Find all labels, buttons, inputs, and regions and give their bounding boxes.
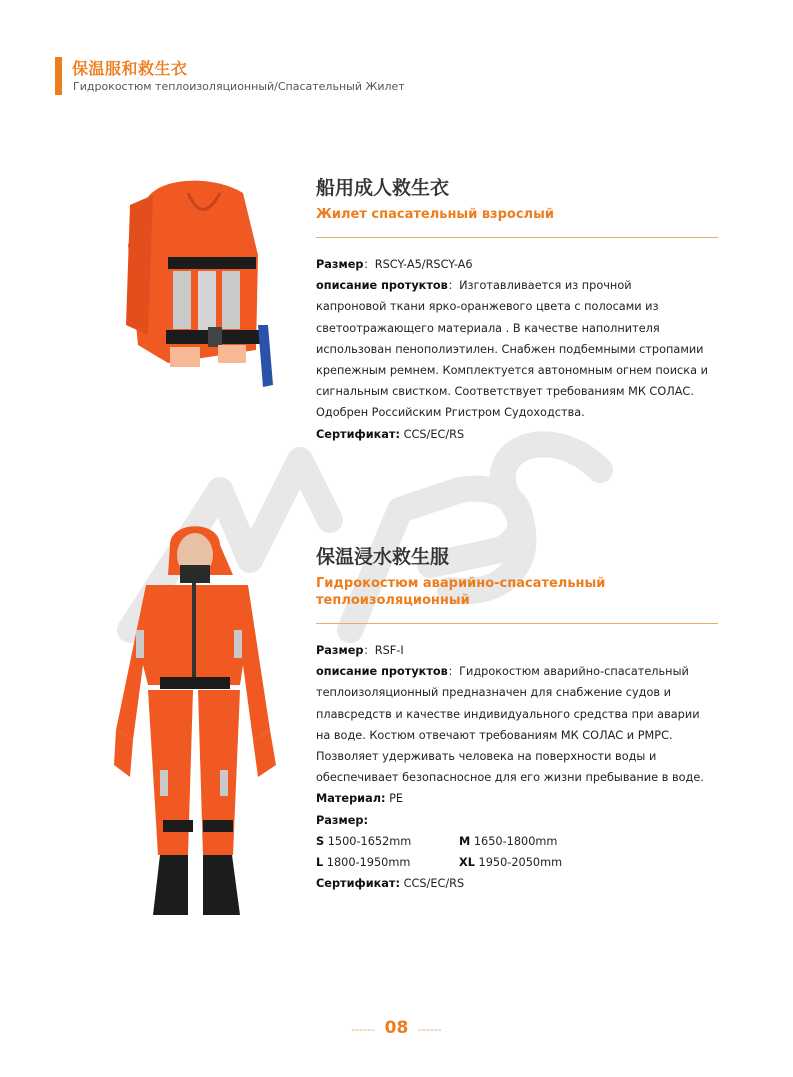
product-title-zh: 船用成人救生衣	[316, 177, 450, 199]
immersion-suit-image	[108, 515, 288, 920]
size-line	[316, 640, 718, 661]
size-item	[459, 831, 718, 852]
size-code: L	[316, 856, 324, 870]
size-range: 1800-1950mm	[323, 856, 411, 870]
product-title-ru-line: теплоизоляционный	[316, 593, 470, 608]
size-line	[316, 254, 718, 275]
page-subtitle: Гидрокостюм теплоизоляционный/Спасательный Жилет	[73, 80, 405, 93]
certificate-line	[316, 424, 718, 445]
material-line	[316, 788, 718, 809]
desc-label: описание протуктов	[316, 279, 448, 293]
product-title-ru-line: Гидрокостюм аварийно-спасательный	[316, 576, 606, 591]
page-footer	[0, 1018, 793, 1038]
size-value: ：RSF-I	[363, 644, 404, 657]
product-title-zh: 保温浸水救生服	[316, 546, 450, 568]
desc-label: описание протуктов	[316, 665, 448, 679]
desc-line	[316, 275, 718, 296]
header-accent-bar	[55, 57, 62, 95]
size-range: 1650-1800mm	[470, 834, 558, 848]
page-title: 保温服和救生衣	[72, 59, 188, 78]
sizes-label: Размер:	[316, 813, 368, 827]
size-label: Размер	[316, 644, 364, 657]
life-vest-image	[108, 175, 288, 390]
size-code: M	[459, 834, 471, 848]
certificate-line	[316, 873, 718, 894]
section-divider	[316, 623, 718, 624]
certificate-value: CCS/EC/RS	[399, 427, 465, 441]
product-life-vest	[316, 176, 718, 445]
desc-text: ：Изготавливается из прочной	[447, 279, 632, 293]
desc-line: сигнальным свистком. Соответствует требованиям МК СОЛАС.	[316, 385, 694, 399]
desc-line: светоотражающего материала . В качестве наполнителя	[316, 321, 660, 335]
desc-line: капроновой ткани ярко-оранжевого цвета с полосами из	[316, 300, 659, 314]
size-value: ：RSCY-A5/RSCY-A6	[363, 258, 473, 271]
desc-line: Одобрен Российским Ргистром Судоходства.	[316, 406, 585, 420]
certificate-value: CCS/EC/RS	[399, 877, 465, 891]
desc-line: на воде. Костюм отвечают требованиям МК СОЛАС и РМРС.	[316, 728, 673, 742]
section-divider	[316, 237, 718, 238]
desc-line: Позволяет удерживать человека на поверхности воды и	[316, 750, 657, 764]
product-title-ru: Жилет спасательный взрослый	[316, 207, 554, 222]
desc-line: плавсредств и качестве индивидуального средства при аварии	[316, 707, 700, 721]
desc-line: обеспечивает безопасносное для его жизни пребывание в воде.	[316, 771, 704, 785]
material-value: PE	[385, 792, 404, 806]
desc-text: ：Гидрокостюм аварийно-спасательный	[447, 665, 689, 679]
size-code: XL	[459, 856, 475, 870]
certificate-label: Сертификат:	[316, 427, 400, 441]
desc-line: использован пенополиэтилен. Снабжен подбемными стропамии	[316, 342, 704, 356]
material-label: Материал:	[316, 792, 386, 806]
page-number: 08	[384, 1018, 409, 1038]
size-item	[316, 852, 459, 873]
desc-line	[316, 661, 718, 682]
size-range: 1500-1652mm	[324, 834, 412, 848]
size-code: S	[316, 834, 325, 848]
desc-line: крепежным ремнем. Комплектуется автономным огнем поиска и	[316, 364, 708, 378]
size-label: Размер	[316, 258, 364, 271]
desc-line: теплоизоляционный предназначен для снабжение судов и	[316, 686, 671, 700]
size-item	[316, 831, 459, 852]
size-item	[459, 852, 718, 873]
certificate-label: Сертификат:	[316, 877, 400, 891]
product-immersion-suit	[316, 545, 718, 894]
sizes-grid	[316, 831, 718, 873]
footer-dashes-left: ------	[351, 1023, 376, 1036]
product-title-ru	[316, 575, 718, 609]
footer-dashes-right: ------	[417, 1023, 442, 1036]
size-range: 1950-2050mm	[474, 856, 563, 870]
